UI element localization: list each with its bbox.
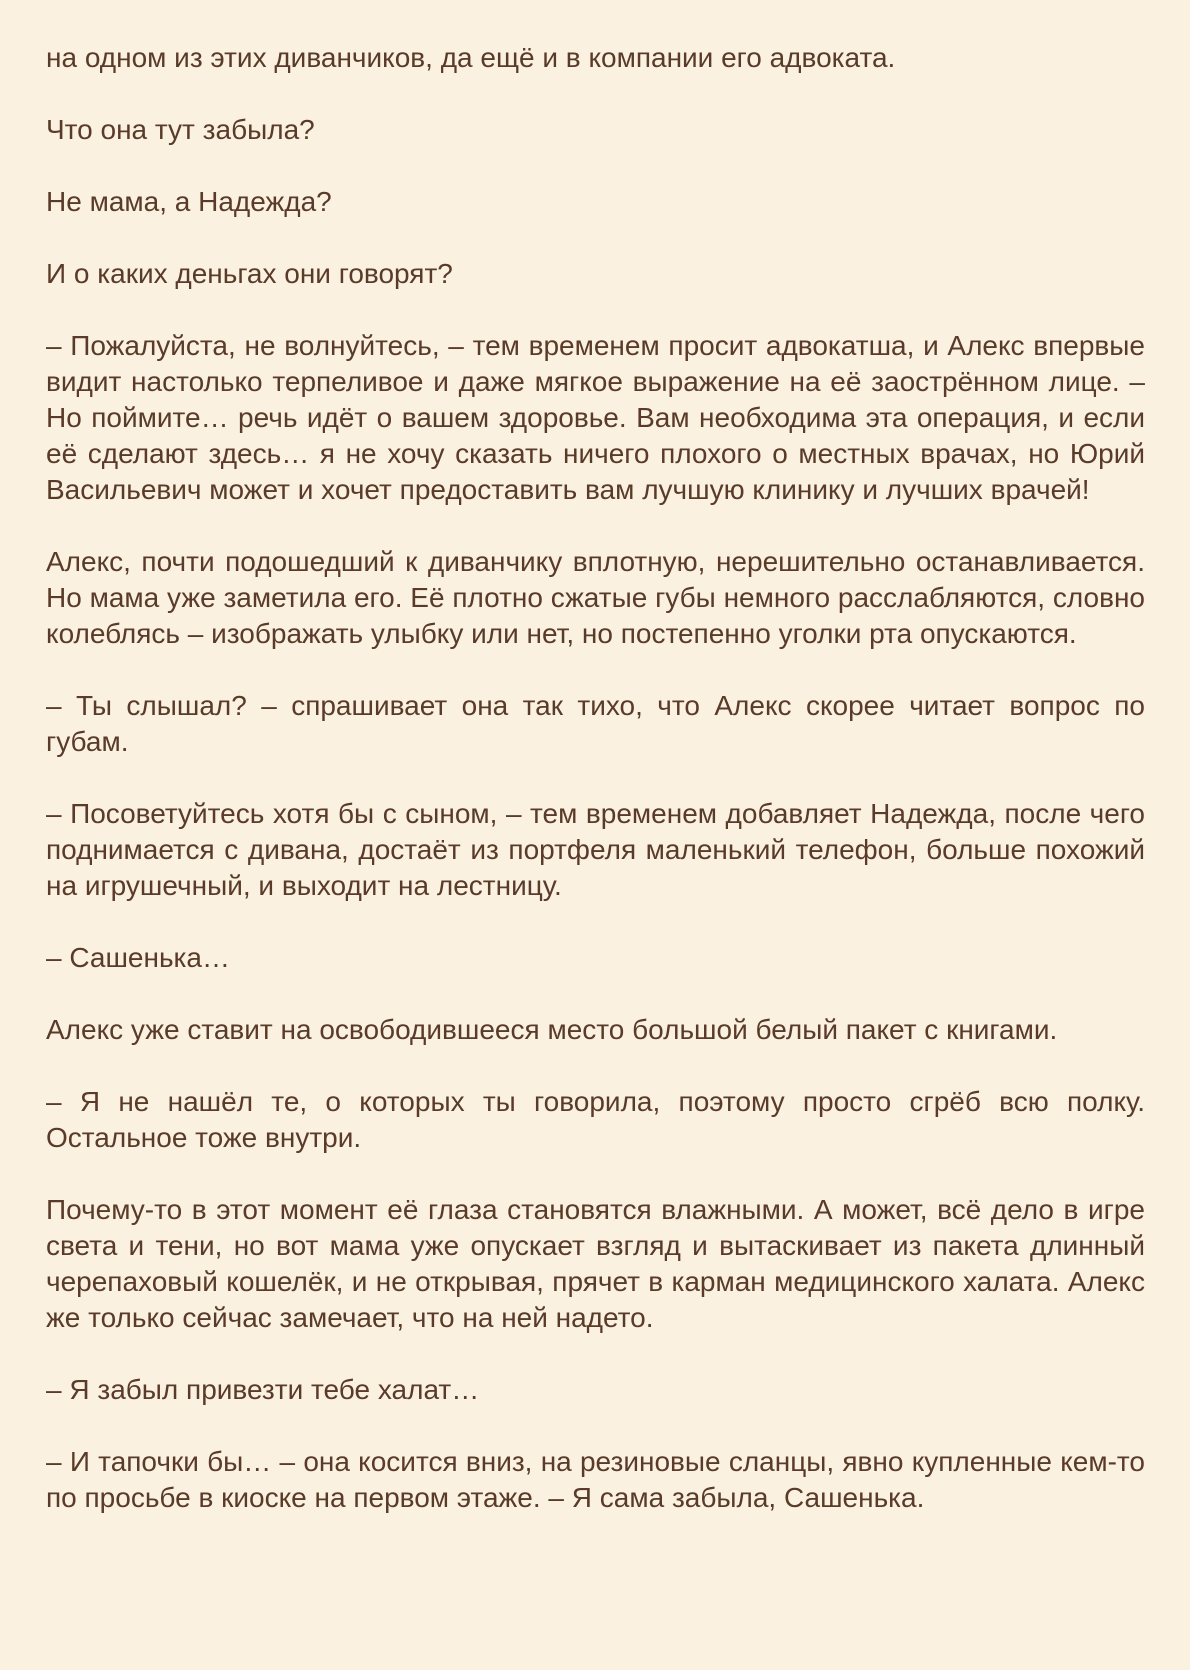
paragraph: на одном из этих диванчиков, да ещё и в компании его адвоката.	[46, 42, 896, 73]
paragraph: – Посоветуйтесь хотя бы с сыном, – тем временем добавляет Надежда, после чего поднимается с дивана, достаёт из портфеля маленький телефон, больше похожий на игрушечный, и выходит на лестницу.	[46, 798, 1145, 901]
paragraph: – И тапочки бы… – она косится вниз, на резиновые сланцы, явно купленные кем-то по просьбе в киоске на первом этаже. – Я сама забыла, Сашенька.	[46, 1446, 1145, 1513]
paragraph: – Я не нашёл те, о которых ты говорила, поэтому просто сгрёб всю полку. Остальное тоже внутри.	[46, 1086, 1145, 1153]
paragraph: Алекс, почти подошедший к диванчику вплотную, нерешительно останавливается. Но мама уже заметила его. Её плотно сжатые губы немного расслабляются, словно колеблясь – изображать улыбку или нет, но постепенно уголки рта опускаются.	[46, 546, 1145, 649]
paragraph: Не мама, а Надежда?	[46, 186, 332, 217]
paragraph: – Я забыл привезти тебе халат…	[46, 1374, 480, 1405]
paragraph: – Сашенька…	[46, 942, 230, 973]
paragraph: – Ты слышал? – спрашивает она так тихо, что Алекс скорее читает вопрос по губам.	[46, 690, 1145, 757]
paragraph: Почему-то в этот момент её глаза становятся влажными. А может, всё дело в игре света и тени, но вот мама уже опускает взгляд и вытаскивает из пакета длинный черепаховый кошелёк, и не открывая, прячет в карман медицинского халата. Алекс же только сейчас замечает, что на ней надето.	[46, 1194, 1145, 1333]
paragraph: Алекс уже ставит на освободившееся место большой белый пакет с книгами.	[46, 1014, 1058, 1045]
paragraph: – Пожалуйста, не волнуйтесь, – тем временем просит адвокатша, и Алекс впервые видит настолько терпеливое и даже мягкое выражение на её заострённом лице. – Но поймите… речь идёт о вашем здоровье. Вам необходима эта операция, и если её сделают здесь… я не хочу сказать ничего плохого о местных врачах, но Юрий Васильевич может и хочет предоставить вам лучшую клинику и лучших врачей!	[46, 330, 1145, 505]
paragraph: И о каких деньгах они говорят?	[46, 258, 453, 289]
paragraph: Что она тут забыла?	[46, 114, 315, 145]
